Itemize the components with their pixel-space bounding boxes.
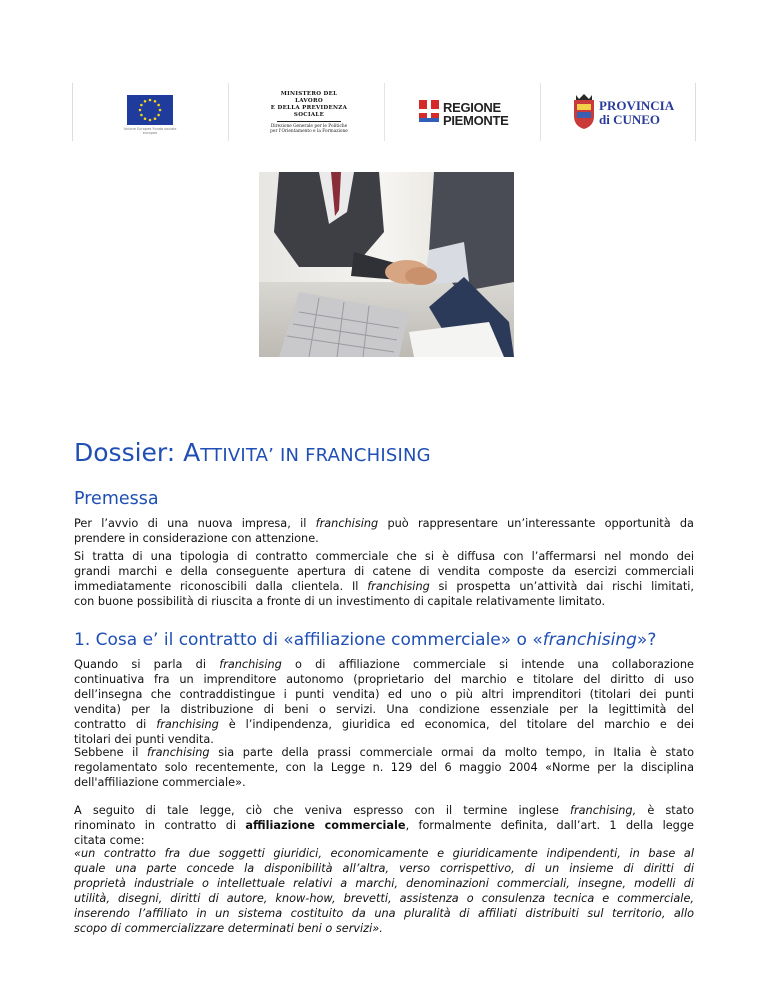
logo-band <box>72 83 696 141</box>
document-title <box>74 436 431 473</box>
text-line: citata come: <box>74 834 145 847</box>
text-line: Si tratta di una tipologia di contratto commerciale che si è diffusa con l’affermarsi nel mondo dei <box>74 550 694 563</box>
cuneo-crest-icon <box>571 94 597 130</box>
eu-logo <box>72 83 228 141</box>
ministero-line1: MINISTERO DEL LAVORO <box>280 91 338 104</box>
law-quote <box>74 846 694 936</box>
ministero-divider <box>277 121 341 122</box>
text-line: A seguito di tale legge, ciò che veniva espresso con il termine inglese franchising, è stato <box>74 804 694 817</box>
section-1-paragraph-3 <box>74 803 694 848</box>
text-line: Quando si parla di franchising o di affiliazione commerciale si intende una collaborazione <box>74 658 694 671</box>
text-line: scopo di commercializzare determinati beni o servizi». <box>74 922 383 935</box>
text-line: contratto di franchising è l’indipendenza, giuridica ed economica, del titolare del marchio e dei <box>74 718 694 731</box>
ministero-logo <box>228 83 384 141</box>
eu-flag-icon <box>127 95 173 125</box>
text-line: prendere in considerazione con attenzione. <box>74 532 319 545</box>
section-1-paragraph-2 <box>74 745 694 790</box>
text-line: con buone possibilità di riuscita a fronte di un investimento di capitale relativamente limitato. <box>74 595 606 608</box>
title-prefix: Dossier: <box>74 438 184 467</box>
piemonte-label: PIEMONTE <box>443 113 509 128</box>
text-line: proprietà industriale o intellettuale relativi a marchi, denominazioni commerciali, insegne, modelli di <box>74 877 694 890</box>
regione-piemonte-logo <box>384 83 540 141</box>
piemonte-cross-icon <box>419 100 439 122</box>
regione-label: REGIONE <box>443 100 501 115</box>
premessa-paragraph-1 <box>74 516 694 546</box>
provincia-label: PROVINCIA <box>599 98 675 113</box>
text-line: grandi marchi e della conseguente apertura di catene di vendita composte da esercizi commerciali <box>74 565 694 578</box>
text-line: dell’insegna che contraddistingue i punti vendita) ed uno o più altri imprenditori (titolari dei punti <box>74 688 694 701</box>
ministero-line2: E DELLA PREVIDENZA SOCIALE <box>270 105 348 118</box>
text-line: continuativa fra un imprenditore autonomo (proprietario del marchio e titolare del diritto di uso <box>74 673 694 686</box>
provincia-cuneo-logo <box>540 83 696 141</box>
title-rest: TTIVITA’ IN FRANCHISING <box>200 445 431 466</box>
handshake-photo <box>259 172 514 357</box>
text-line: «un contratto fra due soggetti giuridici, economicamente e giuridicamente indipendenti, in base al <box>74 847 694 860</box>
text-line: utilità, disegni, diritti di autore, know-how, brevetti, assistenza o consulenza tecnica e commerciale, <box>74 892 694 905</box>
text-line: Sebbene il franchising sia parte della prassi commerciale ormai da molto tempo, in Italia è stato <box>74 746 694 759</box>
text-line: quale una parte concede la disponibilità all’altra, verso corrispettivo, di un insieme di diritti di <box>74 862 694 875</box>
ministero-line3: Direzione Generale per le Politiche per l'Orientamento e la Formazione <box>270 124 348 134</box>
text-line: dell'affiliazione commerciale». <box>74 776 246 789</box>
eu-caption: Unione Europea Fondo sociale europeo <box>123 127 177 135</box>
text-line: titolari dei punti vendita. <box>74 733 214 746</box>
text-line: Per l’avvio di una nuova impresa, il franchising può rappresentare un’interessante opportunità da <box>74 517 694 530</box>
text-line: inserendo l’affiliato in un sistema costituito da una pluralità di affiliati distribuiti sul territorio, allo <box>74 907 694 920</box>
text-line: rinominato in contratto di affiliazione commerciale, formalmente definita, dall’art. 1 della legge <box>74 819 694 832</box>
title-initial: A <box>183 438 201 467</box>
text-line: immediatamente riconoscibili dalla clientela. Il franchising si prospetta un’attività dai rischi limitati, <box>74 580 695 593</box>
section-1-paragraph-1 <box>74 657 694 747</box>
section-1-heading: 1. Cosa e’ il contratto di «affiliazione commerciale» o «franchising»? <box>74 630 657 650</box>
text-line: regolamentato solo recentemente, con la Legge n. 129 del 6 maggio 2004 «Norme per la disciplina <box>74 761 694 774</box>
cuneo-label: di CUNEO <box>599 112 661 127</box>
text-line: vendita) per la distribuzione di beni o servizi. Una condizione essenziale per la legittimità del <box>74 703 694 716</box>
premessa-heading: Premessa <box>74 489 159 509</box>
premessa-paragraph-2 <box>74 549 694 609</box>
